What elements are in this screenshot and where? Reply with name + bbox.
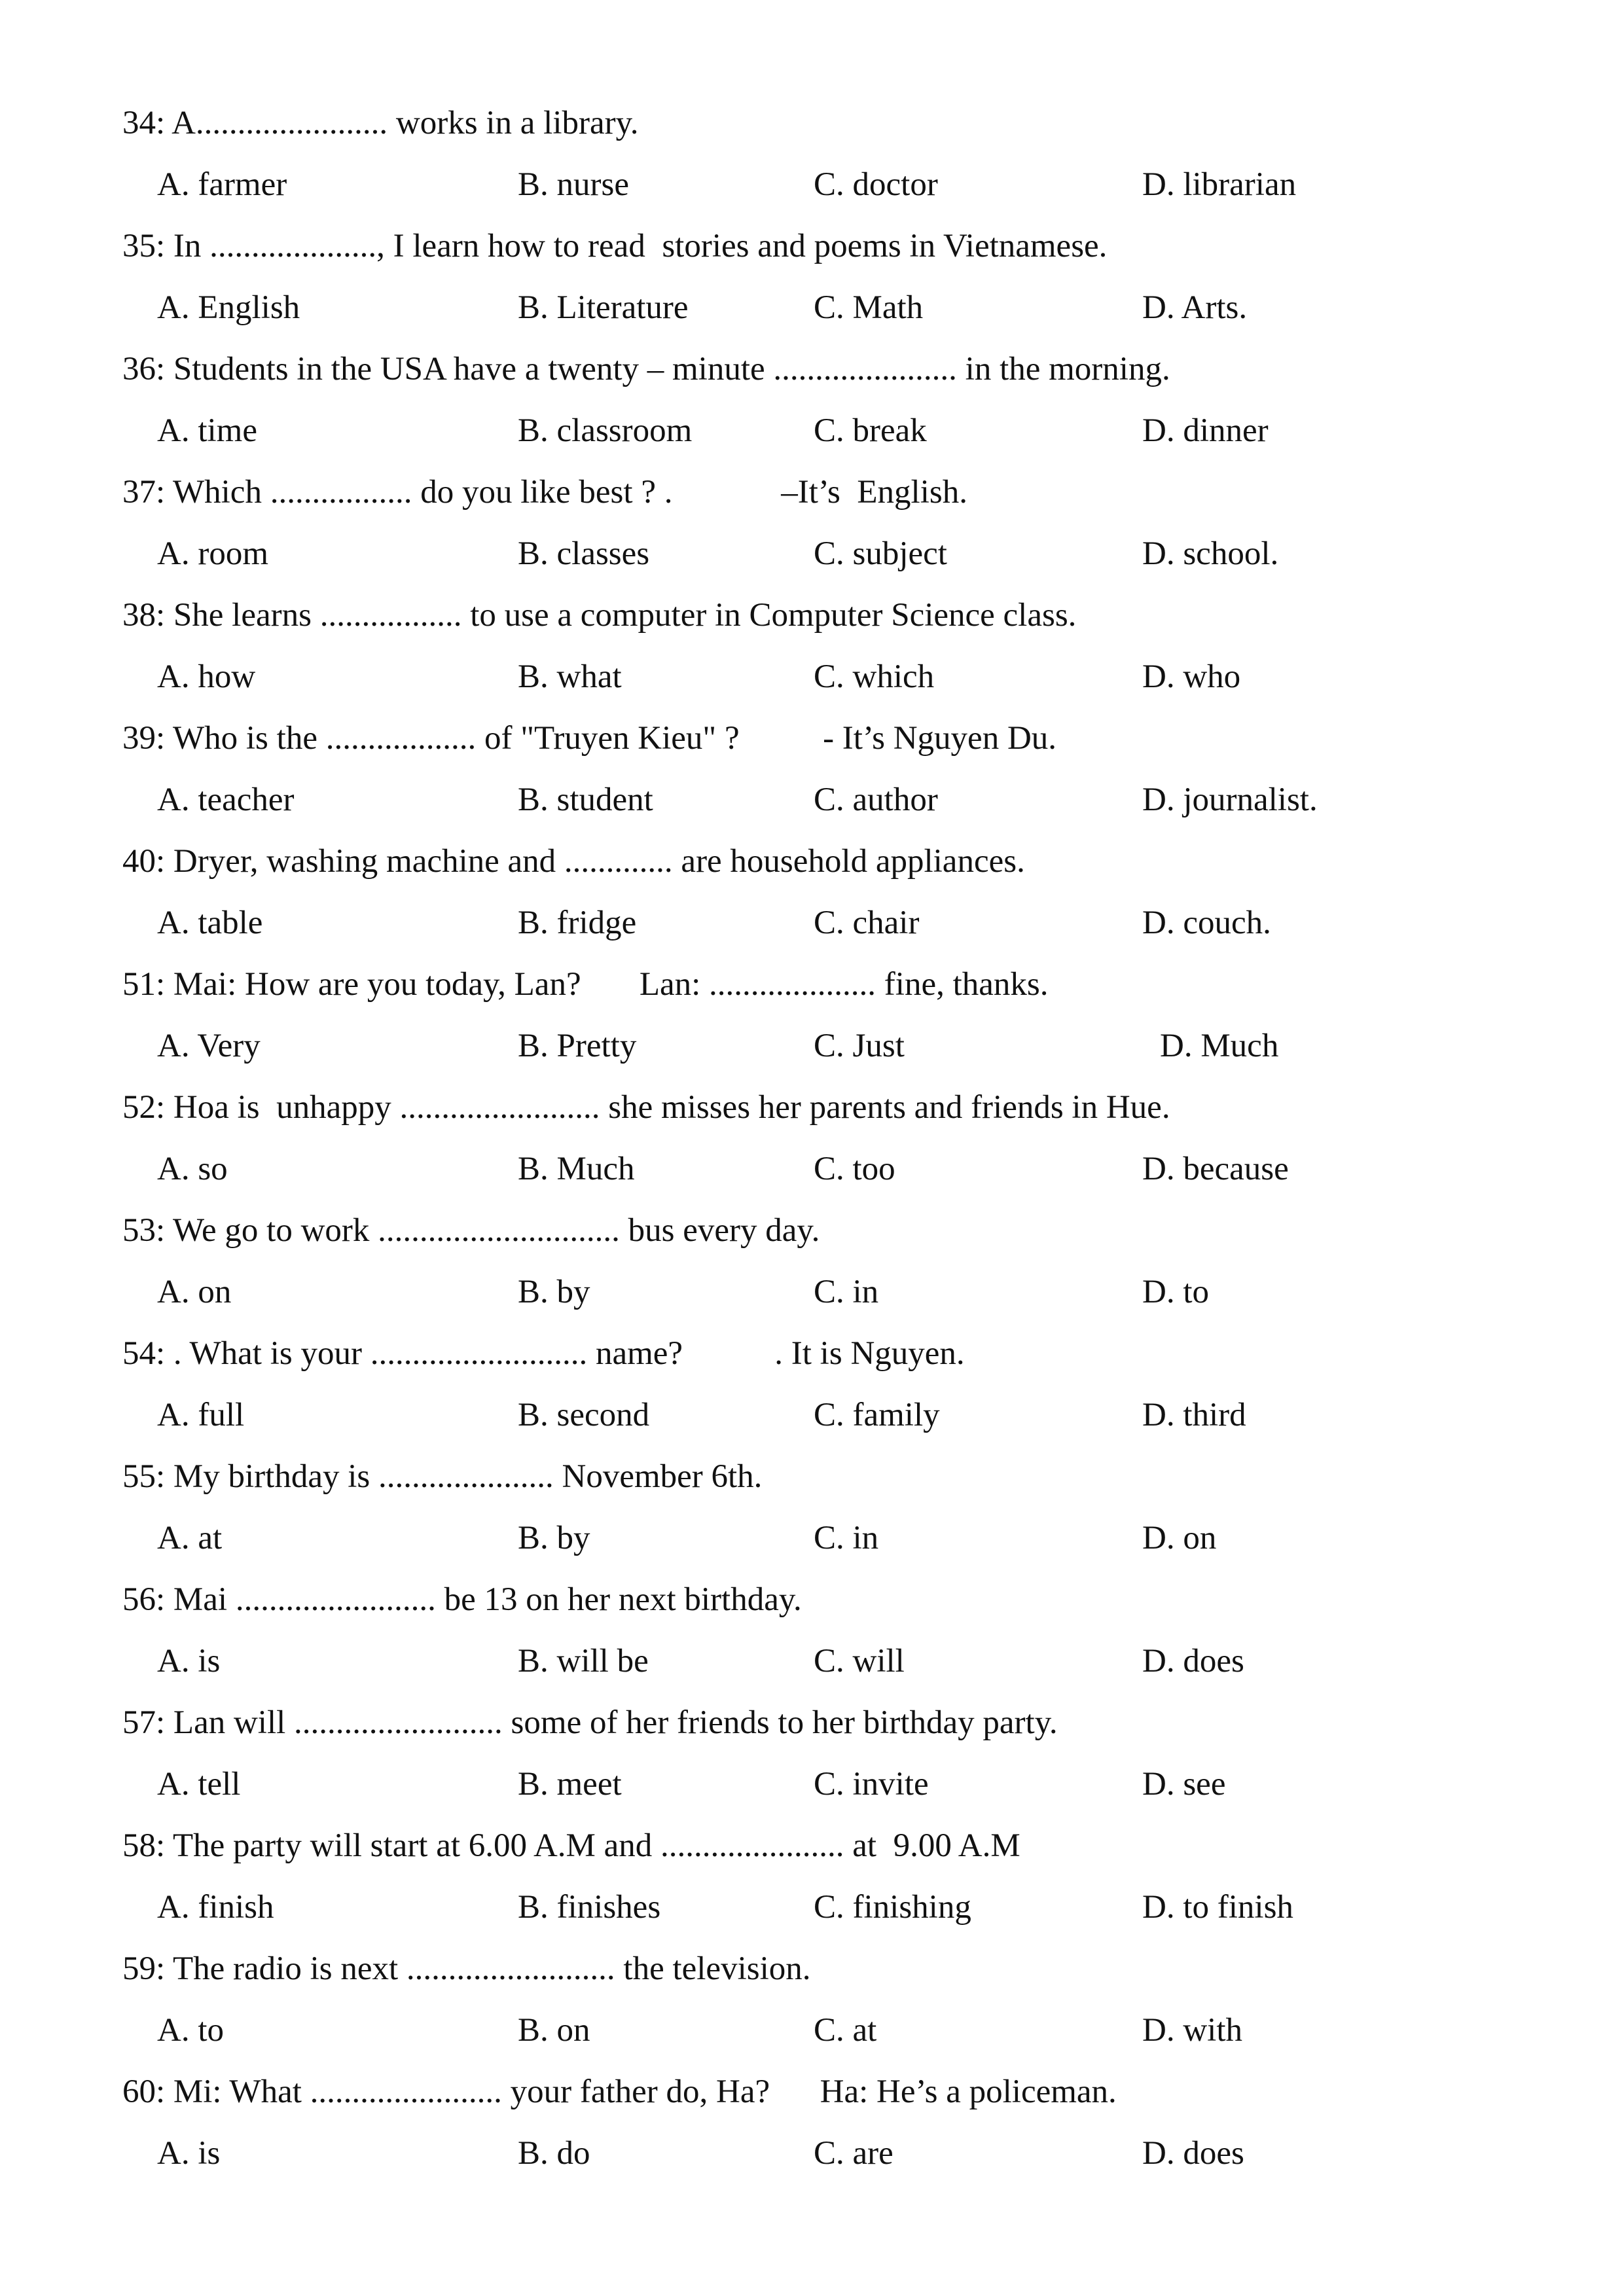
option-c: C. break [814, 412, 927, 449]
option-c: C. invite [814, 1766, 929, 1803]
question-stem: 52: Hoa is unhappy ........................ she misses her parents and friends in Hue. [122, 1089, 1170, 1126]
option-a: A. how [157, 658, 256, 695]
option-b: B. fridge [518, 905, 637, 941]
option-c: C. too [814, 1151, 895, 1187]
option-d: D. who [1142, 658, 1241, 695]
question-34 [0, 103, 1624, 226]
option-b: B. meet [518, 1766, 622, 1803]
option-c: C. in [814, 1520, 879, 1556]
option-a: A. teacher [157, 781, 295, 818]
question-39 [0, 719, 1624, 842]
question-38 [0, 596, 1624, 719]
question-59 [0, 1949, 1624, 2072]
question-stem: 36: Students in the USA have a twenty – minute ...................... in the morning. [122, 351, 1170, 387]
option-d: D. Much [1160, 1028, 1279, 1064]
option-a: A. to [157, 2012, 224, 2049]
question-stem: 56: Mai ........................ be 13 on her next birthday. [122, 1581, 802, 1618]
question-40 [0, 842, 1624, 965]
option-b: B. finishes [518, 1889, 661, 1926]
option-b: B. student [518, 781, 653, 818]
option-b: B. what [518, 658, 622, 695]
question-stem: 35: In ...................., I learn how to read stories and poems in Vietnamese. [122, 228, 1108, 264]
option-c: C. will [814, 1643, 905, 1679]
option-c: C. in [814, 1274, 879, 1310]
option-d: D. journalist. [1142, 781, 1318, 818]
option-b: B. Literature [518, 289, 689, 326]
option-c: C. family [814, 1397, 940, 1433]
question-35 [0, 226, 1624, 350]
option-c: C. Math [814, 289, 924, 326]
question-stem: 39: Who is the .................. of "Truyen Kieu" ? - It’s Nguyen Du. [122, 720, 1057, 757]
option-a: A. is [157, 1643, 221, 1679]
option-a: A. tell [157, 1766, 241, 1803]
question-58 [0, 1826, 1624, 1949]
option-b: B. classroom [518, 412, 693, 449]
question-51 [0, 965, 1624, 1088]
question-stem: 53: We go to work ............................. bus every day. [122, 1212, 820, 1249]
option-b: B. classes [518, 535, 650, 572]
option-c: C. author [814, 781, 938, 818]
question-stem: 59: The radio is next ......................... the television. [122, 1950, 811, 1987]
question-stem: 57: Lan will ......................... some of her friends to her birthday party. [122, 1704, 1058, 1741]
option-b: B. on [518, 2012, 590, 2049]
option-a: A. finish [157, 1889, 274, 1926]
option-d: D. to finish [1142, 1889, 1293, 1926]
question-stem: 54: . What is your .......................... name? . It is Nguyen. [122, 1335, 965, 1372]
question-60 [0, 2072, 1624, 2195]
option-d: D. school. [1142, 535, 1279, 572]
question-stem: 51: Mai: How are you today, Lan? Lan: .................... fine, thanks. [122, 966, 1049, 1003]
option-d: D. on [1142, 1520, 1217, 1556]
option-d: D. librarian [1142, 166, 1297, 203]
option-b: B. by [518, 1520, 590, 1556]
option-d: D. third [1142, 1397, 1246, 1433]
question-stem: 37: Which ................. do you like best ? . –It’s English. [122, 474, 967, 511]
option-c: C. finishing [814, 1889, 971, 1926]
option-b: B. by [518, 1274, 590, 1310]
option-a: A. is [157, 2135, 221, 2172]
option-b: B. Pretty [518, 1028, 637, 1064]
question-stem: 55: My birthday is ..................... November 6th. [122, 1458, 763, 1495]
option-a: A. time [157, 412, 257, 449]
option-a: A. Very [157, 1028, 261, 1064]
option-d: D. with [1142, 2012, 1242, 2049]
option-c: C. Just [814, 1028, 905, 1064]
question-37 [0, 473, 1624, 596]
option-a: A. table [157, 905, 263, 941]
question-36 [0, 350, 1624, 473]
option-a: A. on [157, 1274, 232, 1310]
option-c: C. chair [814, 905, 920, 941]
option-a: A. English [157, 289, 300, 326]
question-stem: 38: She learns ................. to use a computer in Computer Science class. [122, 597, 1077, 634]
option-b: B. do [518, 2135, 590, 2172]
option-c: C. at [814, 2012, 877, 2049]
option-a: A. room [157, 535, 268, 572]
question-57 [0, 1703, 1624, 1826]
option-d: D. because [1142, 1151, 1289, 1187]
question-stem: 58: The party will start at 6.00 A.M and ...................... at 9.00 A.M [122, 1827, 1020, 1864]
option-b: B. second [518, 1397, 650, 1433]
option-d: D. see [1142, 1766, 1226, 1803]
option-c: C. doctor [814, 166, 938, 203]
option-c: C. are [814, 2135, 893, 2172]
option-b: B. nurse [518, 166, 629, 203]
option-b: B. will be [518, 1643, 649, 1679]
option-b: B. Much [518, 1151, 635, 1187]
question-56 [0, 1580, 1624, 1703]
question-54 [0, 1334, 1624, 1457]
option-a: A. farmer [157, 166, 287, 203]
option-d: D. does [1142, 1643, 1244, 1679]
option-a: A. full [157, 1397, 245, 1433]
question-stem: 60: Mi: What ....................... your father do, Ha? Ha: He’s a policeman. [122, 2073, 1117, 2110]
option-d: D. couch. [1142, 905, 1271, 941]
question-53 [0, 1211, 1624, 1334]
option-d: D. to [1142, 1274, 1209, 1310]
question-stem: 34: A....................... works in a library. [122, 105, 639, 141]
question-52 [0, 1088, 1624, 1211]
option-a: A. at [157, 1520, 223, 1556]
question-55 [0, 1457, 1624, 1580]
option-d: D. Arts. [1142, 289, 1248, 326]
option-c: C. which [814, 658, 935, 695]
question-stem: 40: Dryer, washing machine and ............. are household appliances. [122, 843, 1025, 880]
option-d: D. does [1142, 2135, 1244, 2172]
option-c: C. subject [814, 535, 947, 572]
option-d: D. dinner [1142, 412, 1269, 449]
option-a: A. so [157, 1151, 228, 1187]
